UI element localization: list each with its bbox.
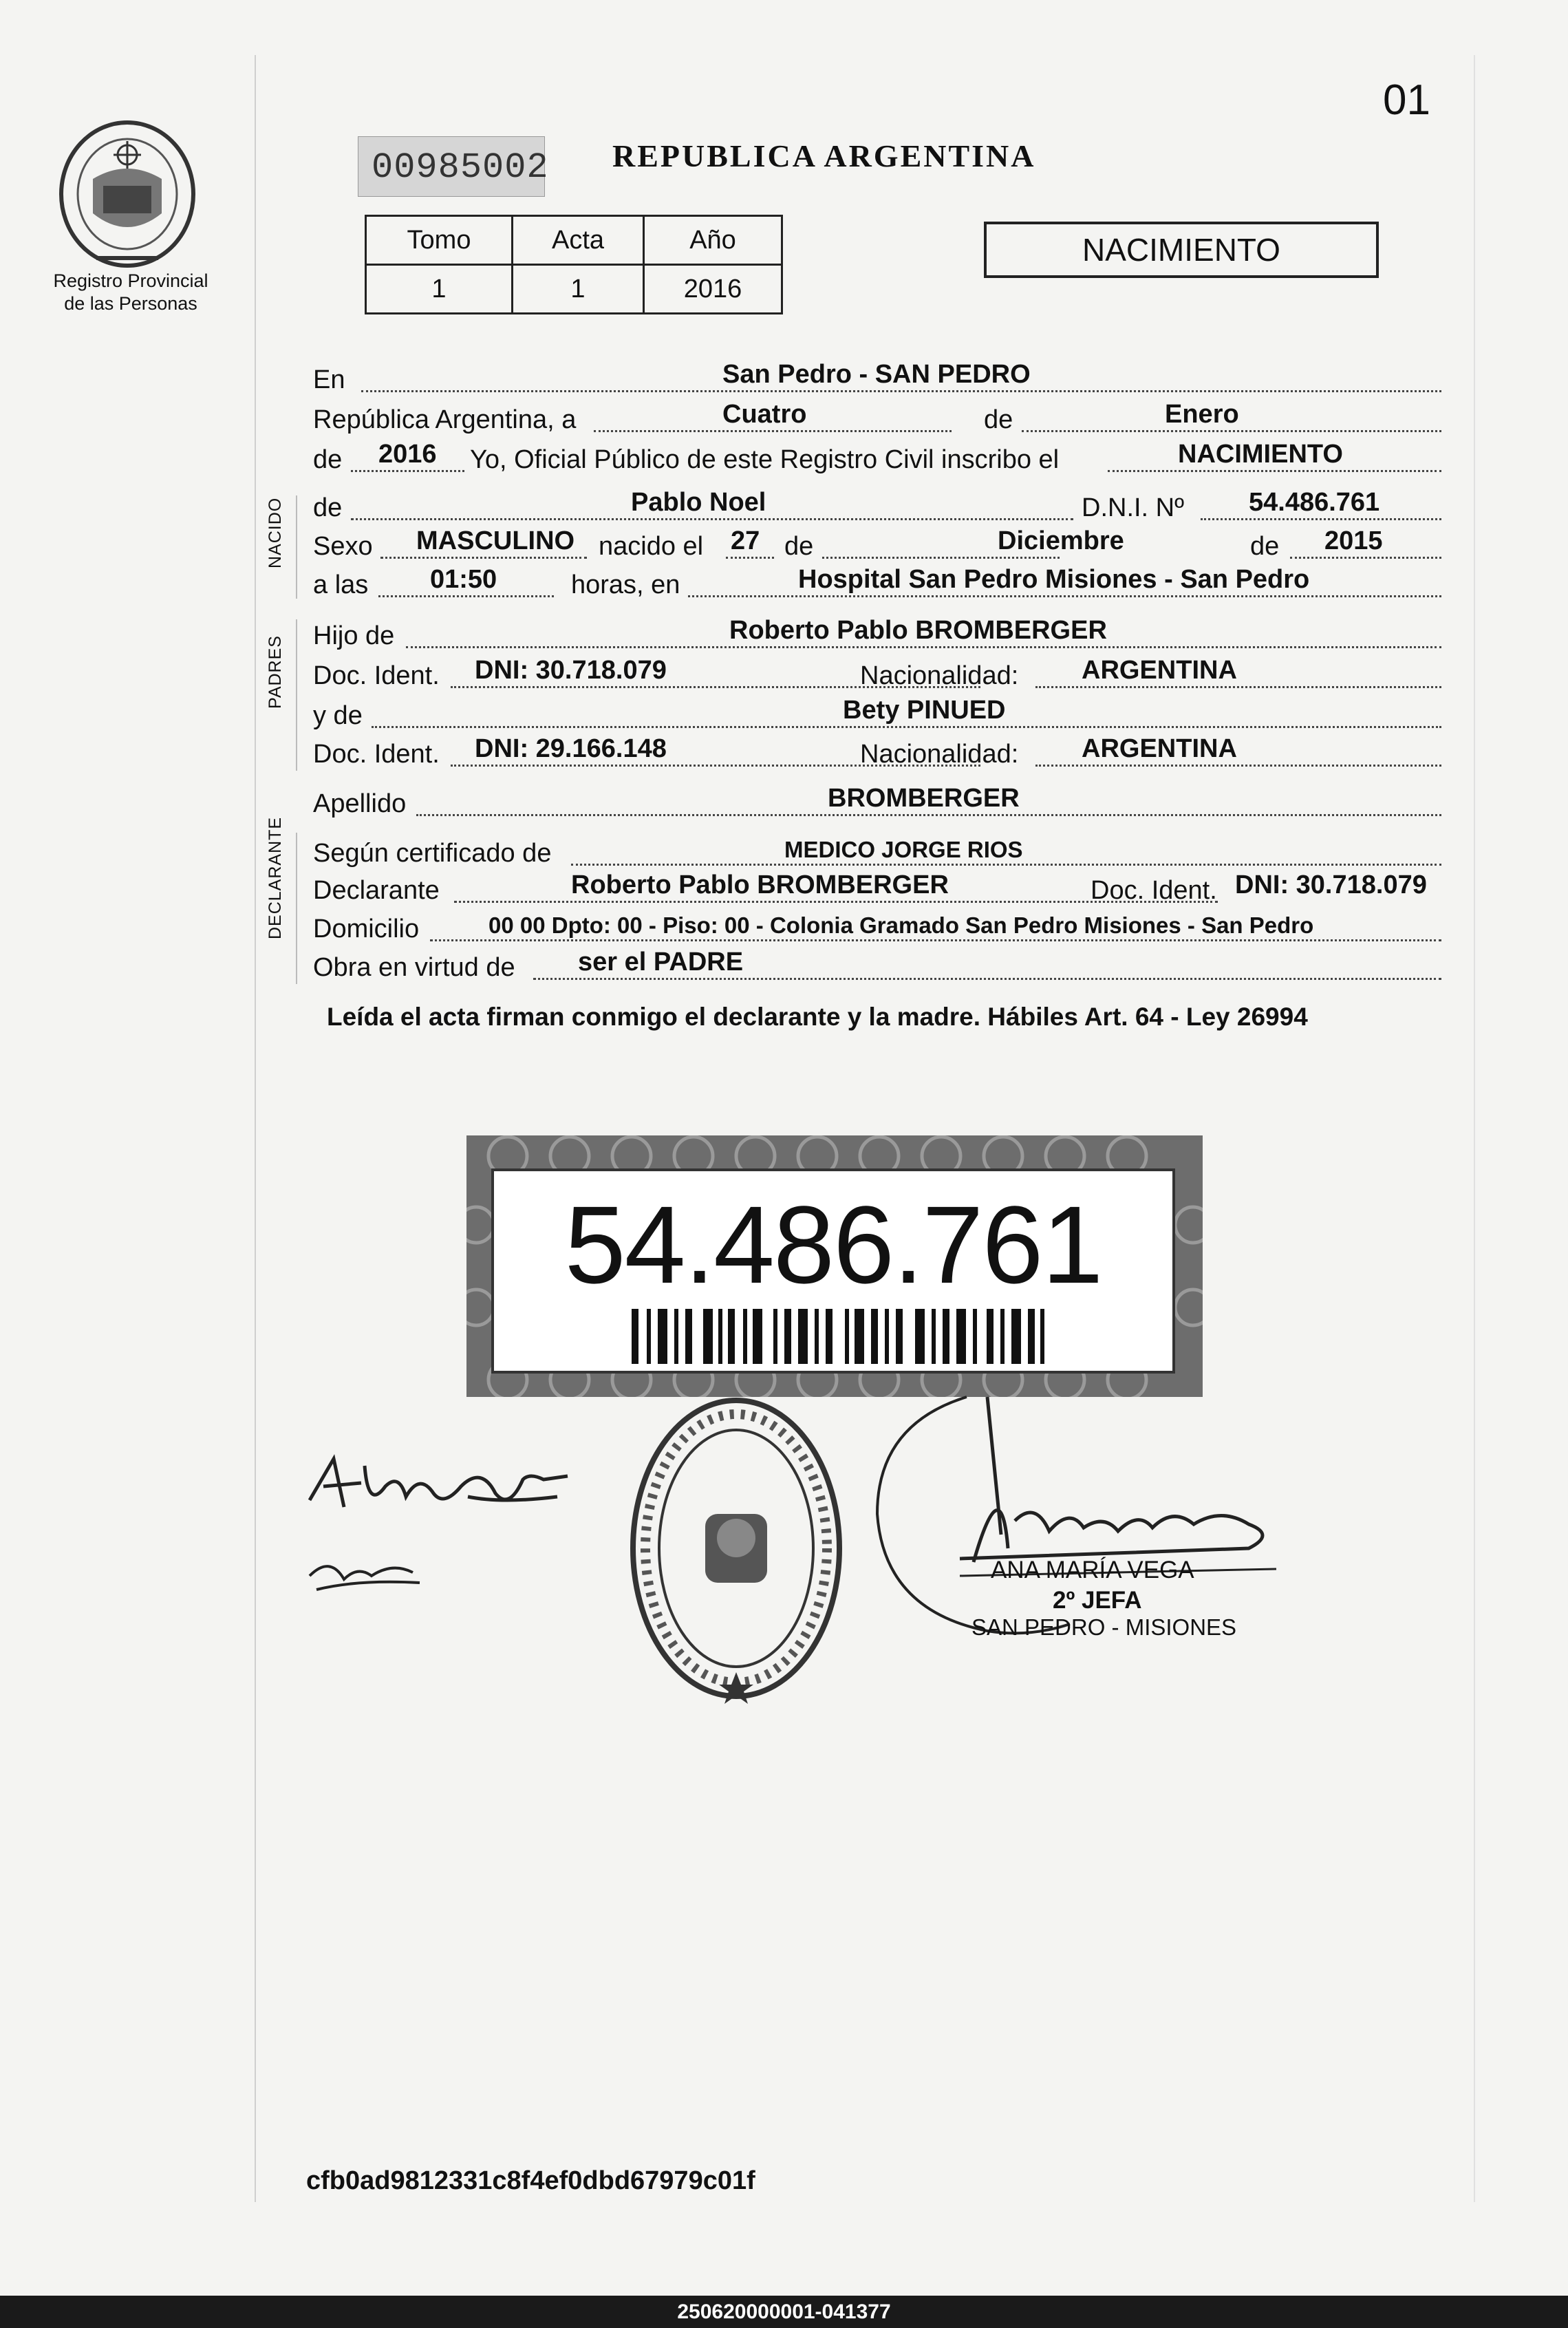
row-mother: [313, 694, 1441, 735]
label-obra: Obra en virtud de: [313, 953, 515, 982]
header-acta: Acta: [513, 216, 644, 265]
value-year: 2016: [378, 440, 437, 469]
value-mother-nationality: ARGENTINA: [1082, 734, 1237, 763]
row-declarant: [313, 868, 1441, 910]
label-en: En: [313, 365, 345, 394]
record-table: [365, 215, 783, 314]
footer-code: 250620000001-041377: [677, 2300, 891, 2323]
label-nacido: nacido el: [599, 532, 704, 561]
officer-place: SAN PEDRO - MISIONES: [971, 1614, 1237, 1640]
label-sexo: Sexo: [313, 532, 373, 561]
value-birth-place: Hospital San Pedro Misiones - San Pedro: [798, 565, 1310, 594]
registry-label-line2: de las Personas: [64, 293, 197, 314]
value-place: San Pedro - SAN PEDRO: [722, 360, 1031, 389]
registry-label-line1: Registro Provincial: [53, 270, 208, 291]
label-horas: horas, en: [571, 570, 680, 599]
value-month: Enero: [1165, 400, 1239, 429]
row-father: [313, 614, 1441, 655]
label-doc-ident-declarant: Doc. Ident.: [1091, 876, 1217, 905]
row-time-place: [313, 563, 1441, 604]
value-address: 00 00 Dpto: 00 - Piso: 00 - Colonia Gramado San Pedro Misiones - San Pedro: [488, 912, 1314, 938]
side-bar-declarante: [296, 833, 297, 984]
row-mother-doc: [313, 732, 1441, 773]
value-surname: BROMBERGER: [828, 784, 1020, 813]
value-tomo: 1: [366, 265, 513, 314]
row-surname: [313, 782, 1441, 823]
declarant-signature-icon: [296, 1445, 585, 1610]
value-capacity: ser el PADRE: [578, 948, 744, 976]
row-sex-birth: [313, 524, 1441, 566]
label-a-las: a las: [313, 570, 369, 599]
document-kind: NACIMIENTO: [984, 222, 1379, 278]
value-mother-name: Bety PINUED: [843, 696, 1006, 725]
dni-sticker-number: 54.486.761: [564, 1183, 1102, 1306]
header-tomo: Tomo: [366, 216, 513, 265]
row-place: [313, 358, 1441, 399]
value-birth-month: Diciembre: [998, 526, 1124, 555]
dni-label: [491, 1168, 1175, 1374]
value-father-nationality: ARGENTINA: [1082, 656, 1237, 685]
registry-label: [21, 270, 241, 315]
label-certificado: Según certificado de: [313, 839, 552, 868]
label-yo: Yo, Oficial Público de este Registro Civil inscribo el: [470, 445, 1060, 474]
row-father-doc: [313, 654, 1441, 695]
label-nacionalidad: Nacionalidad:: [860, 661, 1019, 690]
row-address: [313, 907, 1441, 948]
barcode-icon: [632, 1309, 1044, 1364]
label-birth-de2: de: [1250, 532, 1280, 561]
header-anio: Año: [644, 216, 782, 265]
footer-bar: [0, 2296, 1568, 2328]
label-birth-de: de: [784, 532, 814, 561]
label-domicilio: Domicilio: [313, 915, 420, 943]
side-label-padres: PADRES: [266, 635, 285, 709]
signing-note: Leída el acta firman conmigo el declarante y la madre. Hábiles Art. 64 - Ley 26994: [327, 1003, 1308, 1031]
value-anio: 2016: [644, 265, 782, 314]
officer-name: ANA MARÍA VEGA: [991, 1557, 1194, 1583]
value-sex: MASCULINO: [416, 526, 575, 555]
row-capacity: [313, 946, 1441, 987]
value-birth-time: 01:50: [430, 565, 497, 594]
official-stamp-icon: [623, 1390, 850, 1707]
label-republica: República Argentina, a: [313, 405, 577, 434]
value-mother-doc: DNI: 29.166.148: [475, 734, 667, 763]
row-year-act: [313, 438, 1441, 479]
value-birth-year: 2015: [1324, 526, 1383, 555]
label-dni: D.N.I. Nº: [1082, 493, 1184, 522]
side-bar-nacido: [296, 495, 297, 599]
page-number: 01: [1383, 76, 1430, 124]
value-child-dni: 54.486.761: [1249, 488, 1380, 517]
label-de-name: de: [313, 493, 343, 522]
side-label-declarante: DECLARANTE: [266, 816, 285, 939]
row-date: [313, 398, 1441, 439]
value-birth-day: 27: [731, 526, 760, 555]
row-child-name: [313, 486, 1441, 527]
label-de-year: de: [313, 445, 343, 474]
label-nacionalidad-mother: Nacionalidad:: [860, 740, 1019, 769]
value-declarant: Roberto Pablo BROMBERGER: [571, 871, 949, 899]
label-hijo: Hijo de: [313, 621, 395, 650]
serial-number: 00985002: [372, 147, 549, 188]
document-hash: cfb0ad9812331c8f4ef0dbd67979c01f: [306, 2166, 755, 2195]
value-day: Cuatro: [722, 400, 807, 429]
label-doc-ident: Doc. Ident.: [313, 661, 440, 690]
value-act-type: NACIMIENTO: [1178, 440, 1343, 469]
provincial-crest-icon: [55, 117, 200, 275]
dni-sticker: [466, 1135, 1203, 1397]
value-certificate: MEDICO JORGE RIOS: [784, 837, 1023, 862]
officer-title: 2º JEFA: [1053, 1587, 1142, 1614]
row-certificate: [313, 831, 1441, 873]
label-declarante: Declarante: [313, 876, 440, 905]
value-father-name: Roberto Pablo BROMBERGER: [729, 616, 1107, 645]
side-bar-padres: [296, 619, 297, 771]
label-doc-ident-mother: Doc. Ident.: [313, 740, 440, 769]
label-apellido: Apellido: [313, 789, 407, 818]
value-acta: 1: [513, 265, 644, 314]
side-label-nacido: NACIDO: [266, 497, 285, 568]
value-father-doc: DNI: 30.718.079: [475, 656, 667, 685]
label-de: de: [984, 405, 1013, 434]
label-y-de: y de: [313, 701, 363, 730]
value-declarant-doc: DNI: 30.718.079: [1235, 871, 1427, 899]
value-child-name: Pablo Noel: [631, 488, 766, 517]
country-title: REPUBLICA ARGENTINA: [612, 138, 1036, 173]
